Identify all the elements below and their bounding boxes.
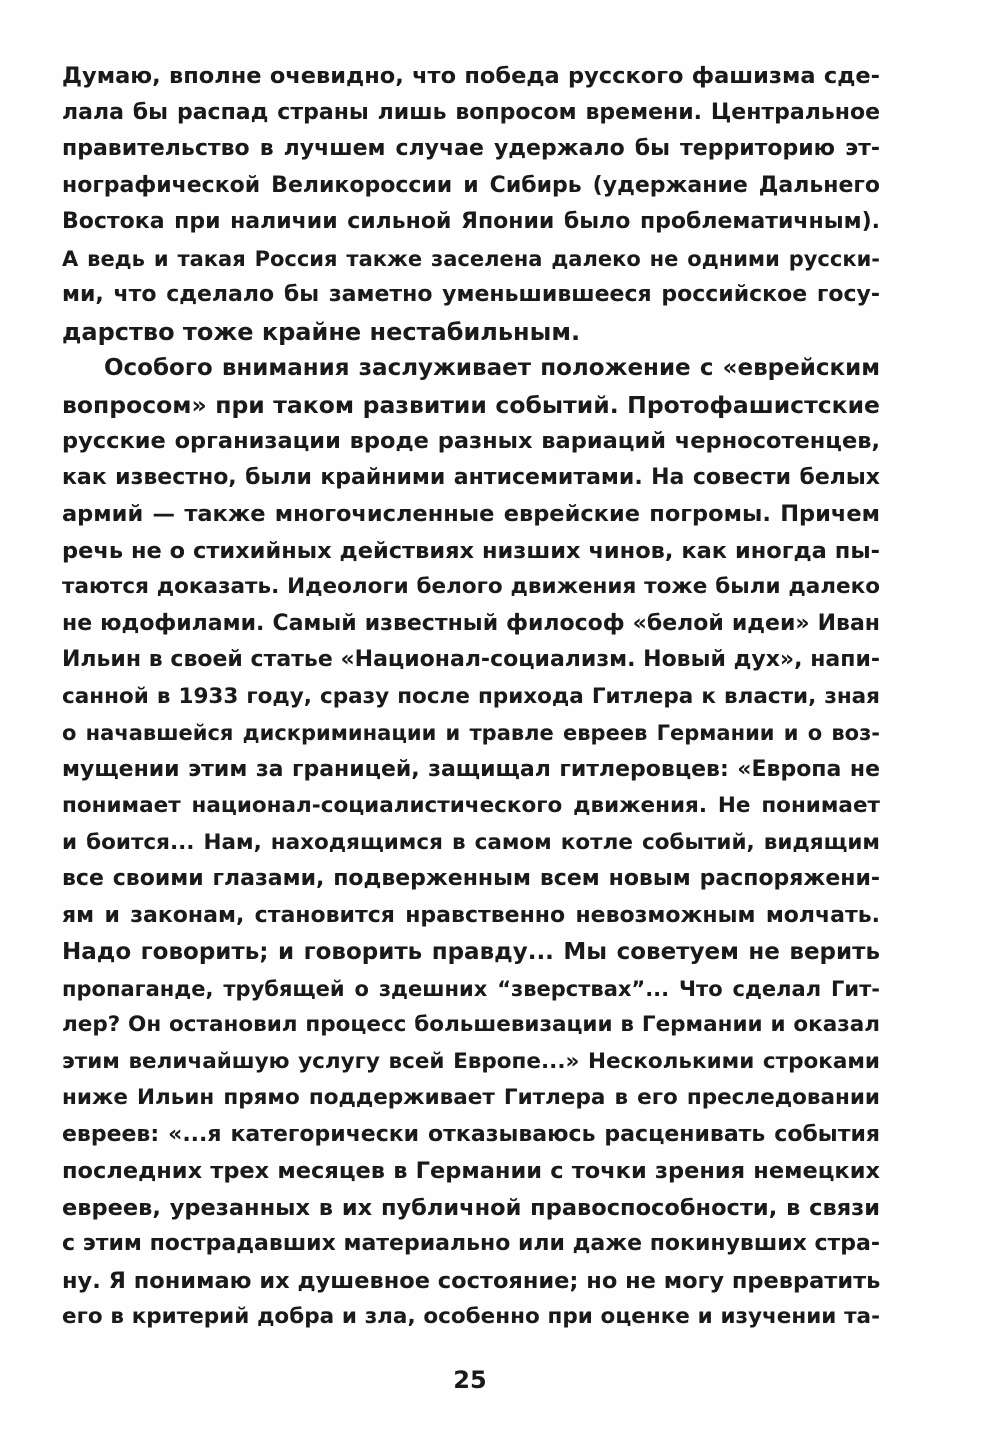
text-line: пропаганде, трубящей о здешних “зверствах”... Что сделал Гит- bbox=[62, 976, 880, 1001]
text-line: Думаю, вполне очевидно, что победа русского фашизма сде- bbox=[62, 63, 880, 89]
page-number: 25 bbox=[453, 1366, 487, 1394]
text-line: ну. Я понимаю их душевное состояние; но не могу превратить bbox=[62, 1267, 881, 1294]
text-line: Надо говорить; и говорить правду... Мы советуем не верить bbox=[62, 939, 880, 965]
text-line: Ильин в своей статье «Национал-социализм. Новый дух», напи- bbox=[62, 647, 880, 672]
text-line: нографической Великороссии и Сибирь (удержание Дальнего bbox=[62, 172, 880, 198]
text-line: А ведь и такая Россия также заселена далеко не одними русски- bbox=[62, 246, 880, 271]
text-line: последних трех месяцев в Германии с точки зрения немецких bbox=[62, 1158, 880, 1184]
text-line: ми, что сделало бы заметно уменьшившееся российское госу- bbox=[62, 282, 880, 307]
text-line: русские организации вроде разных вариаций черносотенцев, bbox=[62, 428, 880, 454]
text-line: не юдофилами. Самый известный философ «белой идеи» Иван bbox=[62, 610, 880, 636]
text-line: ниже Ильин прямо поддерживает Гитлера в его преследовании bbox=[62, 1085, 880, 1110]
text-line: этим величайшую услугу всей Европе...» Несколькими строками bbox=[62, 1048, 880, 1074]
text-line: армий — также многочисленные еврейские погромы. Причем bbox=[62, 501, 880, 527]
text-line: лала бы распад страны лишь вопросом времени. Центральное bbox=[62, 99, 880, 125]
text-line: евреев: «...я категорически отказываюсь расценивать события bbox=[62, 1121, 880, 1147]
text-line: евреев, урезанных в их публичной правоспособности, в связи bbox=[62, 1194, 880, 1221]
text-line: все своими глазами, подверженным всем новым распоряжени- bbox=[62, 866, 880, 891]
text-line: его в критерий добра и зла, особенно при оценке и изучении та- bbox=[62, 1304, 880, 1329]
text-line: вопросом» при таком развитии событий. Протофашистские bbox=[62, 390, 880, 419]
text-line: о начавшейся дискриминации и травле евреев Германии и о воз- bbox=[62, 721, 880, 745]
text-line: речь не о стихийных действиях низших чинов, как иногда пы- bbox=[62, 537, 880, 564]
text-line: ям и законам, становится нравственно невозможным молчать. bbox=[62, 902, 880, 928]
text-line: Востока при наличии сильной Японии было проблематичным). bbox=[62, 209, 880, 234]
text-line: Особого внимания заслуживает положение с «еврейским bbox=[104, 355, 880, 381]
body-text bbox=[62, 58, 880, 1336]
text-line: санной в 1933 году, сразу после прихода Гитлера к власти, зная bbox=[62, 683, 880, 709]
text-line: правительство в лучшем случае удержало бы территорию эт- bbox=[62, 136, 880, 161]
text-line: таются доказать. Идеологи белого движения тоже были далеко bbox=[62, 574, 880, 599]
text-line: понимает национал-социалистического движения. Не понимает bbox=[62, 793, 880, 818]
text-line: как известно, были крайними антисемитами. На совести белых bbox=[62, 464, 880, 490]
text-line: мущении этим за границей, защищал гитлеровцев: «Европа не bbox=[62, 756, 880, 782]
text-line: дарство тоже крайне нестабильным. bbox=[62, 317, 581, 346]
text-line: с этим пострадавших материально или даже покинувших стра- bbox=[62, 1231, 880, 1256]
text-line: и боится... Нам, находящимся в самом котле событий, видящим bbox=[62, 829, 880, 855]
text-line: лер? Он остановил процесс большевизации в Германии и оказал bbox=[62, 1012, 880, 1037]
